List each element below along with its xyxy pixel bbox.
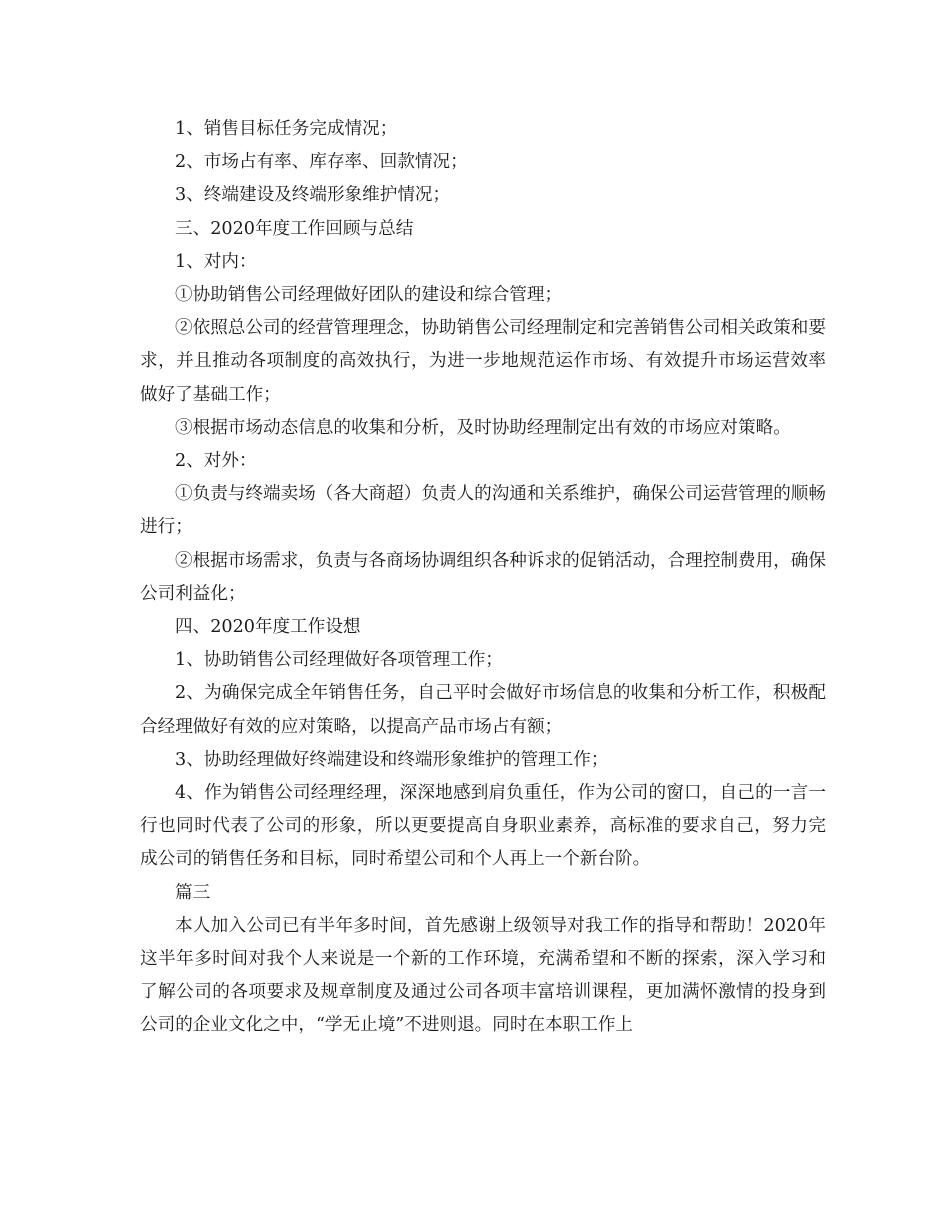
section-heading-part-three: 篇三	[175, 882, 211, 903]
paragraph-internal-3: ③根据市场动态信息的收集和分析，及时协助经理制定出有效的市场应对策略。	[175, 417, 791, 438]
paragraph-internal-1: ①协助销售公司经理做好团队的建设和综合管理；	[175, 285, 563, 306]
paragraph-plan-1: 1、协助销售公司经理做好各项管理工作；	[175, 650, 503, 671]
paragraph-internal-2: ②依照总公司的经营管理理念，协助销售公司经理制定和完善销售公司相关政策和要求，并且推动各项制度的高效执行，为进一步地规范运作市场、有效提升市场运营效率做好了基础工作；	[140, 318, 826, 405]
paragraph-terminal-maintenance: 3、终端建设及终端形象维护情况；	[175, 185, 451, 206]
paragraph-sales-target: 1、销售目标任务完成情况；	[175, 119, 398, 139]
subheading-external: 2、对外：	[175, 451, 257, 472]
section-heading-plan: 四、2020年度工作设想	[175, 617, 361, 638]
paragraph-plan-4: 4、作为销售公司经理经理，深深地感到肩负重任，作为公司的窗口，自己的一言一行也同时代表了公司的形象，所以更要提高自身职业素养，高标准的要求自己，努力完成公司的销售任务和目标，同时希望公司和个人再上一个新台阶。	[140, 783, 826, 870]
paragraph-external-1: ①负责与终端卖场（各大商超）负责人的沟通和关系维护，确保公司运营管理的顺畅进行；	[140, 484, 826, 538]
paragraph-part-three-body: 本人加入公司已有半年多时间，首先感谢上级领导对我工作的指导和帮助！2020年这半年多时间对我个人来说是一个新的工作环境，充满希望和不断的探索，深入学习和了解公司的各项要求及规章制度及通过公司各项丰富培训课程，更加满怀激情的投身到公司的企业文化之中，“学无止境”不进则退。同时在本职工作上	[140, 915, 826, 1036]
paragraph-market-share: 2、市场占有率、库存率、回款情况；	[175, 152, 468, 173]
subheading-internal: 1、对内：	[175, 251, 257, 272]
paragraph-plan-2: 2、为确保完成全年销售任务，自己平时会做好市场信息的收集和分析工作，积极配合经理做好有效的应对策略，以提高产品市场占有额；	[140, 683, 826, 737]
section-heading-review: 三、2020年度工作回顾与总结	[175, 218, 414, 239]
document-body	[140, 113, 826, 1043]
paragraph-external-2: ②根据市场需求，负责与各商场协调组织各种诉求的促销活动，合理控制费用，确保公司利益化；	[140, 550, 826, 604]
paragraph-plan-3: 3、协助经理做好终端建设和终端形象维护的管理工作；	[175, 749, 609, 770]
